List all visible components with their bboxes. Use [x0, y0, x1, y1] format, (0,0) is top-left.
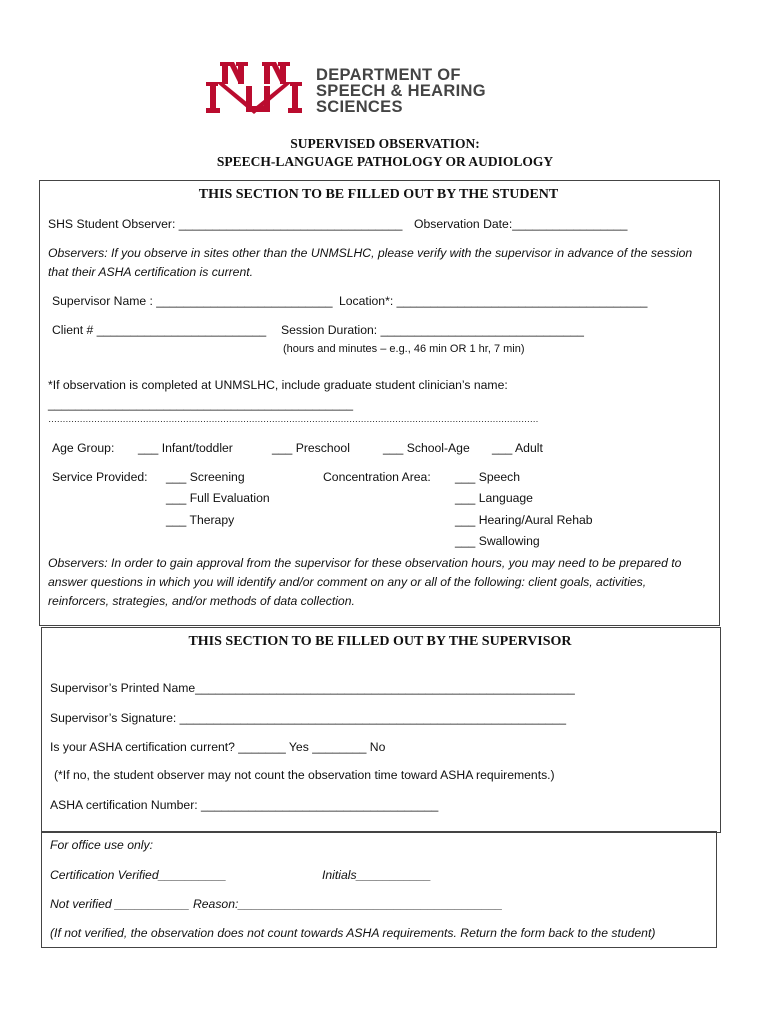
age-option-adult[interactable]: ___ Adult	[492, 441, 543, 455]
certification-verified-field[interactable]: Certification Verified__________	[50, 868, 227, 882]
supervisor-section-heading: THIS SECTION TO BE FILLED OUT BY THE SUPERVISOR	[188, 634, 572, 649]
observer-note-line1: Observers: If you observe in sites other than the UNMSLHC, please verify with the supervisor in advance of the session	[48, 246, 693, 260]
student-section-heading: THIS SECTION TO BE FILLED OUT BY THE STUDENT	[198, 187, 559, 202]
clinician-name-label: *If observation is completed at UNMSLHC, include graduate student clinician’s name:	[48, 378, 508, 392]
age-group-label: Age Group:	[52, 441, 115, 455]
concentration-option-language[interactable]: ___ Language	[455, 491, 533, 505]
initials-field[interactable]: Initials___________	[322, 868, 432, 882]
age-option-school-age[interactable]: ___ School-Age	[383, 441, 470, 455]
service-option-therapy[interactable]: ___ Therapy	[166, 513, 235, 527]
observer-note-line2: that their ASHA certification is current.	[48, 265, 254, 279]
unm-logo-icon	[206, 62, 302, 114]
approval-note-line3: reinforcers, strategies, and/or methods of data collection.	[48, 594, 355, 608]
dotted-separator: ………………………………………………………………………………………………………………………………………………………	[48, 414, 539, 424]
duration-hint: (hours and minutes – e.g., 46 min OR 1 hr, 7 min)	[283, 343, 525, 355]
dept-name-line3: SCIENCES	[316, 98, 403, 116]
concentration-option-hearing[interactable]: ___ Hearing/Aural Rehab	[455, 513, 593, 527]
service-option-full-evaluation[interactable]: ___ Full Evaluation	[166, 491, 270, 505]
asha-note: (*If no, the student observer may not count the observation time toward ASHA requirements.)	[54, 768, 555, 782]
office-footer-note: (If not verified, the observation does not count towards ASHA requirements. Return the form back to the student)	[50, 926, 656, 940]
service-option-screening[interactable]: ___ Screening	[166, 470, 245, 484]
service-provided-label: Service Provided:	[52, 470, 148, 484]
form-title-line1: SUPERVISED OBSERVATION:	[290, 136, 480, 151]
concentration-option-swallowing[interactable]: ___ Swallowing	[455, 534, 540, 548]
concentration-area-label: Concentration Area:	[323, 470, 431, 484]
observer-field[interactable]: SHS Student Observer: _________________________________	[48, 217, 403, 231]
age-option-infant[interactable]: ___ Infant/toddler	[138, 441, 233, 455]
not-verified-field[interactable]: Not verified ___________ Reason:_______________________________________	[50, 897, 503, 911]
location-field[interactable]: Location*: _____________________________________	[339, 294, 648, 308]
asha-number-field[interactable]: ASHA certification Number: ___________________________________	[50, 798, 439, 812]
supervisor-printed-name-field[interactable]: Supervisor’s Printed Name________________________________________________________	[50, 681, 575, 695]
client-field[interactable]: Client # _________________________	[52, 323, 267, 337]
concentration-option-speech[interactable]: ___ Speech	[455, 470, 521, 484]
supervisor-name-field[interactable]: Supervisor Name : __________________________	[52, 294, 333, 308]
age-option-preschool[interactable]: ___ Preschool	[272, 441, 350, 455]
approval-note-line1: Observers: In order to gain approval from the supervisor for these observation hours, you may need to be prepared to	[48, 556, 682, 570]
dept-name-line2: SPEECH & HEARING	[316, 82, 486, 100]
office-use-heading: For office use only:	[50, 838, 153, 852]
session-duration-field[interactable]: Session Duration: ______________________________	[281, 323, 584, 337]
clinician-name-field[interactable]: _____________________________________________	[48, 397, 354, 411]
observation-date-field[interactable]: Observation Date:_________________	[414, 217, 628, 231]
asha-current-field[interactable]: Is your ASHA certification current? _______ Yes ________ No	[50, 740, 386, 754]
approval-note-line2: answer questions in which you will identify and/or comment on any or all of the following: client goals, activities,	[48, 575, 647, 589]
form-title-line2: SPEECH-LANGUAGE PATHOLOGY OR AUDIOLOGY	[216, 154, 554, 169]
supervisor-signature-field[interactable]: Supervisor’s Signature: _________________________________________________________	[50, 711, 566, 725]
dept-name-line1: DEPARTMENT OF	[316, 66, 461, 84]
